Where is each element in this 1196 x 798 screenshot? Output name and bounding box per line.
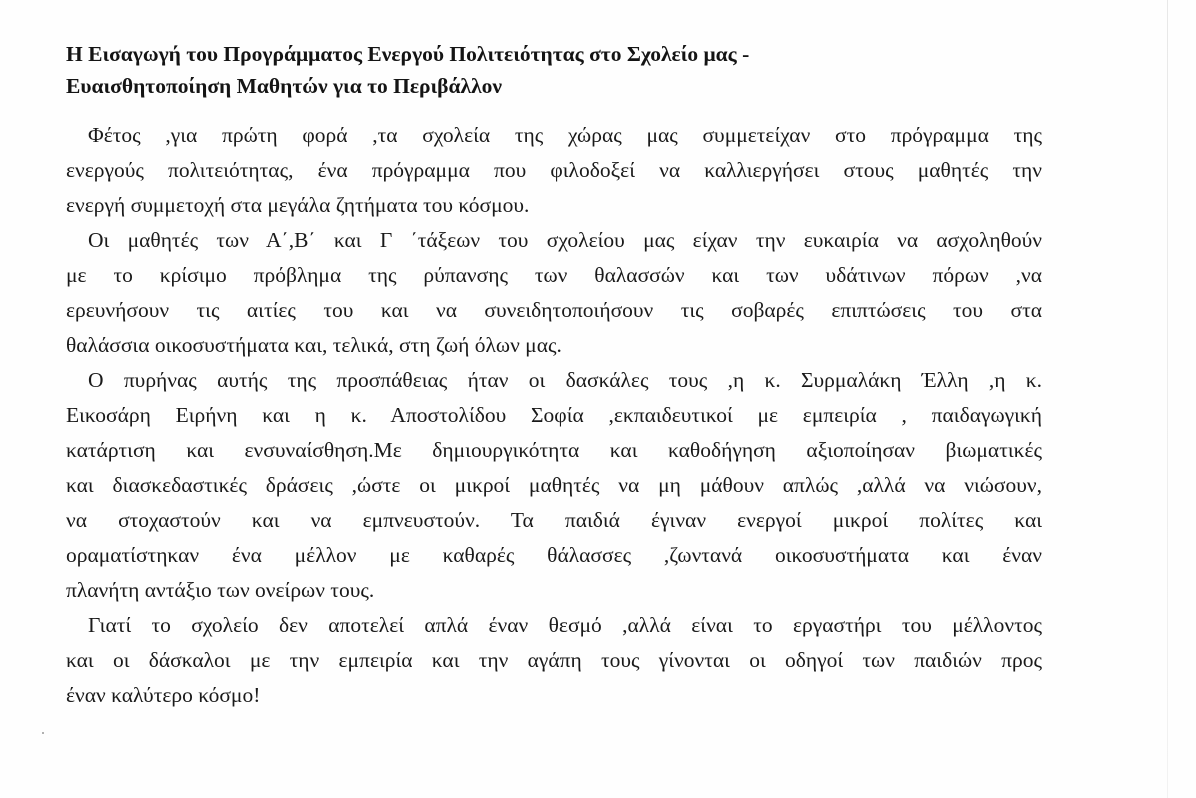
paragraph-2 bbox=[66, 223, 1156, 363]
paragraph-line: Οι μαθητές των Α΄,Β΄ και Γ ΄τάξεων του σχολείου μας είχαν την ευκαιρία να ασχοληθούν bbox=[88, 228, 1042, 252]
document-body bbox=[66, 118, 1156, 713]
document-title bbox=[66, 38, 1146, 102]
paragraph-1 bbox=[66, 118, 1156, 223]
scan-speck bbox=[42, 732, 44, 734]
title-line-1: Η Εισαγωγή του Προγράμματος Ενεργού Πολιτειότητας στο Σχολείο μας - bbox=[66, 42, 750, 66]
paragraph-line: να στοχαστούν και να εμπνευστούν. Τα παιδιά έγιναν ενεργοί μικροί πολίτες και bbox=[66, 508, 1042, 532]
title-line-2: Ευαισθητοποίηση Μαθητών για το Περιβάλλον bbox=[66, 74, 502, 98]
paragraph-line: πλανήτη αντάξιο των ονείρων τους. bbox=[66, 578, 375, 602]
paragraph-line: έναν καλύτερο κόσμο! bbox=[66, 683, 261, 707]
paragraph-3 bbox=[66, 363, 1156, 608]
scan-edge-line bbox=[1167, 0, 1168, 798]
paragraph-line: ενεργούς πολιτειότητας, ένα πρόγραμμα που φιλοδοξεί να καλλιεργήσει στους μαθητές την bbox=[66, 158, 1042, 182]
paragraph-4 bbox=[66, 608, 1156, 713]
paragraph-line: με το κρίσιμο πρόβλημα της ρύπανσης των θαλασσών και των υδάτινων πόρων ,να bbox=[66, 263, 1042, 287]
paragraph-line: Εικοσάρη Ειρήνη και η κ. Αποστολίδου Σοφία ,εκπαιδευτικοί με εμπειρία , παιδαγωγική bbox=[66, 403, 1042, 427]
paragraph-line: Ο πυρήνας αυτής της προσπάθειας ήταν οι δασκάλες τους ,η κ. Συρμαλάκη Έλλη ,η κ. bbox=[88, 368, 1042, 392]
paragraph-line: θαλάσσια οικοσυστήματα και, τελικά, στη ζωή όλων μας. bbox=[66, 333, 562, 357]
paragraph-line: Φέτος ,για πρώτη φορά ,τα σχολεία της χώρας μας συμμετείχαν στο πρόγραμμα της bbox=[88, 123, 1042, 147]
paragraph-line: ενεργή συμμετοχή στα μεγάλα ζητήματα του κόσμου. bbox=[66, 193, 530, 217]
paragraph-line: και διασκεδαστικές δράσεις ,ώστε οι μικροί μαθητές να μη μάθουν απλώς ,αλλά να νιώσουν, bbox=[66, 473, 1042, 497]
paragraph-line: Γιατί το σχολείο δεν αποτελεί απλά έναν θεσμό ,αλλά είναι το εργαστήρι του μέλλοντος bbox=[88, 613, 1042, 637]
paragraph-line: ερευνήσουν τις αιτίες του και να συνειδητοποιήσουν τις σοβαρές επιπτώσεις του στα bbox=[66, 298, 1042, 322]
paragraph-line: κατάρτιση και ενσυναίσθηση.Με δημιουργικότητα και καθοδήγηση αξιοποίησαν βιωματικές bbox=[66, 438, 1042, 462]
paragraph-line: οραματίστηκαν ένα μέλλον με καθαρές θάλασσες ,ζωντανά οικοσυστήματα και έναν bbox=[66, 543, 1042, 567]
paragraph-line: και οι δάσκαλοι με την εμπειρία και την αγάπη τους γίνονται οι οδηγοί των παιδιών προς bbox=[66, 648, 1042, 672]
